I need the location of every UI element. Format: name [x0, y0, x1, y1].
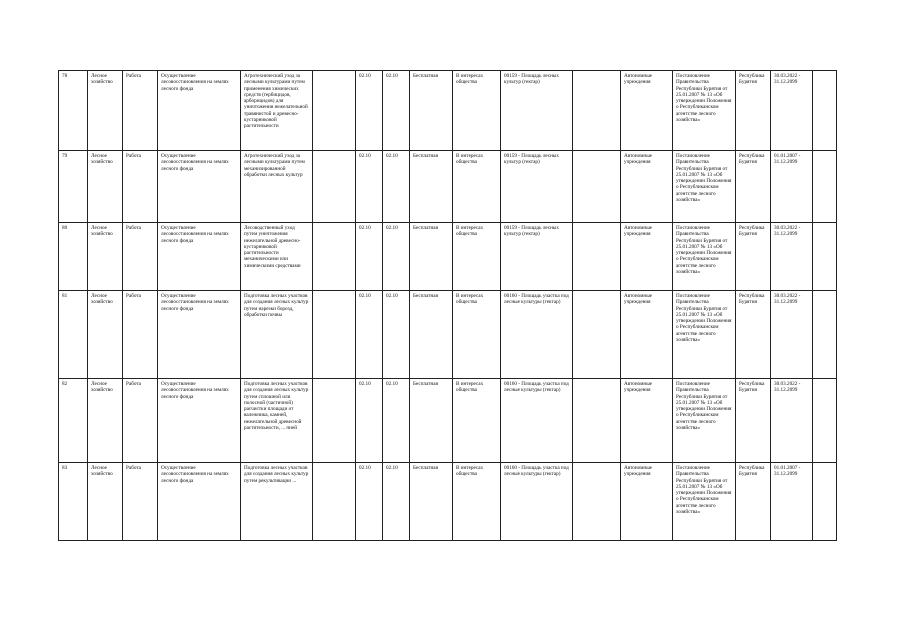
cell-empty [573, 151, 621, 223]
cell-activity: Осуществление лесовосстановления на землях лесного фонда [158, 291, 241, 379]
cell-kind: Работа [123, 463, 158, 541]
cell-number: 82 [59, 379, 88, 463]
cell-empty [813, 463, 837, 541]
cell-kind: Работа [123, 291, 158, 379]
cell-empty [313, 291, 356, 379]
cell-sphere: Лесное хозяйство [88, 151, 123, 223]
table-row [59, 71, 837, 151]
table-row [59, 151, 837, 223]
cell-region: Республика Бурятия [736, 151, 771, 223]
cell-activity: Осуществление лесовосстановления на землях лесного фонда [158, 223, 241, 291]
cell-content: Агротехнический уход за лесными культурами путем механизированной обработки лесных культур [241, 151, 313, 223]
cell-empty [813, 71, 837, 151]
cell-period: 01.01.2007 - 31.12.2099 [771, 463, 813, 541]
cell-empty [313, 463, 356, 541]
cell-empty [313, 223, 356, 291]
cell-kind: Работа [123, 151, 158, 223]
cell-activity: Осуществление лесовосстановления на землях лесного фонда [158, 151, 241, 223]
cell-recipient: В интересах общества [453, 223, 501, 291]
cell-provider: Автономные учреждения [621, 151, 673, 223]
cell-payment: Бесплатная [410, 463, 453, 541]
cell-sphere: Лесное хозяйство [88, 379, 123, 463]
cell-sphere: Лесное хозяйство [88, 71, 123, 151]
cell-region: Республика Бурятия [736, 223, 771, 291]
cell-region: Республика Бурятия [736, 291, 771, 379]
cell-empty [813, 291, 837, 379]
cell-volume: 00160 - Площадь участка под лесные культуры (гектар) [501, 463, 573, 541]
cell-region: Республика Бурятия [736, 463, 771, 541]
cell-sphere: Лесное хозяйство [88, 463, 123, 541]
cell-empty [573, 379, 621, 463]
cell-kind: Работа [123, 223, 158, 291]
cell-number: 78 [59, 71, 88, 151]
cell-empty [813, 223, 837, 291]
table-row [59, 291, 837, 379]
cell-activity: Осуществление лесовосстановления на землях лесного фонда [158, 71, 241, 151]
cell-provider: Автономные учреждения [621, 379, 673, 463]
cell-recipient: В интересах общества [453, 71, 501, 151]
cell-region: Республика Бурятия [736, 71, 771, 151]
cell-empty [813, 151, 837, 223]
cell-kind: Работа [123, 71, 158, 151]
cell-volume: 00159 - Площадь лесных культур (гектар) [501, 71, 573, 151]
cell-basis: Постановление Правительства Республики Бурятия от 25.01.2007 № 13 «Об утверждении Положения о Республиканском агентстве лесного хозяйства» [673, 291, 736, 379]
cell-code-1: 02.10 [356, 463, 383, 541]
cell-empty [573, 71, 621, 151]
cell-basis: Постановление Правительства Республики Бурятия от 25.01.2007 № 13 «Об утверждении Положения о Республиканском агентстве лесного хозяйства» [673, 151, 736, 223]
cell-code-2: 02.10 [383, 223, 410, 291]
cell-period: 30.03.2022 - 31.12.2099 [771, 71, 813, 151]
cell-kind: Работа [123, 379, 158, 463]
cell-payment: Бесплатная [410, 379, 453, 463]
cell-basis: Постановление Правительства Республики Бурятия от 25.01.2007 № 13 «Об утверждении Положения о Республиканском агентстве лесного хозяйства» [673, 223, 736, 291]
cell-provider: Автономные учреждения [621, 291, 673, 379]
cell-empty [813, 379, 837, 463]
cell-provider: Автономные учреждения [621, 71, 673, 151]
cell-activity: Осуществление лесовосстановления на землях лесного фонда [158, 379, 241, 463]
cell-region: Республика Бурятия [736, 379, 771, 463]
cell-volume: 00159 - Площадь лесных культур (гектар) [501, 151, 573, 223]
cell-number: 80 [59, 223, 88, 291]
cell-volume: 00160 - Площадь участка под лесные культуры (гектар) [501, 379, 573, 463]
cell-code-2: 02.10 [383, 463, 410, 541]
cell-empty [313, 71, 356, 151]
cell-code-1: 02.10 [356, 291, 383, 379]
cell-payment: Бесплатная [410, 291, 453, 379]
cell-provider: Автономные учреждения [621, 223, 673, 291]
cell-volume: 00159 - Площадь лесных культур (гектар) [501, 223, 573, 291]
registry-table [58, 70, 837, 541]
cell-activity: Осуществление лесовосстановления на землях лесного фонда [158, 463, 241, 541]
cell-code-2: 02.10 [383, 71, 410, 151]
cell-sphere: Лесное хозяйство [88, 223, 123, 291]
cell-content: Лесоводственный уход путем уничтожения нежелательной древесно-кустарниковой растительности механическими или химическими средствами [241, 223, 313, 291]
cell-code-1: 02.10 [356, 223, 383, 291]
cell-payment: Бесплатная [410, 223, 453, 291]
cell-period: 30.03.2022 - 31.12.2099 [771, 223, 813, 291]
cell-sphere: Лесное хозяйство [88, 291, 123, 379]
cell-recipient: В интересах общества [453, 151, 501, 223]
table-row [59, 379, 837, 463]
cell-content: Подготовка лесных участков для создания лесных культур путем рекультивации ... [241, 463, 313, 541]
cell-period: 30.03.2022 - 31.12.2099 [771, 379, 813, 463]
cell-empty [313, 379, 356, 463]
cell-empty [573, 291, 621, 379]
cell-code-2: 02.10 [383, 379, 410, 463]
cell-content: Подготовка лесных участков для создания лесных культур путем сплошной или полосной (частичной) расчистки площади от валежника, камней, нежелательной древесной растительности, ... пней [241, 379, 313, 463]
cell-recipient: В интересах общества [453, 291, 501, 379]
cell-code-2: 02.10 [383, 151, 410, 223]
cell-recipient: В интересах общества [453, 463, 501, 541]
cell-period: 01.01.2007 - 31.12.2099 [771, 151, 813, 223]
cell-basis: Постановление Правительства Республики Бурятия от 25.01.2007 № 13 «Об утверждении Положения о Республиканском агентстве лесного хозяйства» [673, 463, 736, 541]
cell-number: 79 [59, 151, 88, 223]
table-row [59, 223, 837, 291]
cell-basis: Постановление Правительства Республики Бурятия от 25.01.2007 № 13 «Об утверждении Положения о Республиканском агентстве лесного хозяйства» [673, 71, 736, 151]
cell-content: Агротехнический уход за лесными культурами путем применения химических средств (гербицидов, арборицидов) для уничтожения нежелательной травянистой и древесно-кустарниковой растительности [241, 71, 313, 151]
cell-payment: Бесплатная [410, 151, 453, 223]
cell-basis: Постановление Правительства Республики Бурятия от 25.01.2007 № 13 «Об утверждении Положения о Республиканском агентстве лесного хозяйства» [673, 379, 736, 463]
cell-number: 81 [59, 291, 88, 379]
cell-number: 83 [59, 463, 88, 541]
cell-recipient: В интересах общества [453, 379, 501, 463]
cell-code-1: 02.10 [356, 151, 383, 223]
cell-code-2: 02.10 [383, 291, 410, 379]
cell-empty [313, 151, 356, 223]
cell-provider: Автономные учреждения [621, 463, 673, 541]
cell-period: 30.03.2022 - 31.12.2099 [771, 291, 813, 379]
cell-code-1: 02.10 [356, 71, 383, 151]
cell-content: Подготовка лесных участков для создания лесных культур путем нарезки борозд, обработки почвы [241, 291, 313, 379]
cell-volume: 00160 - Площадь участка под лесные культуры (гектар) [501, 291, 573, 379]
cell-payment: Бесплатная [410, 71, 453, 151]
cell-empty [573, 463, 621, 541]
table-row [59, 463, 837, 541]
cell-empty [573, 223, 621, 291]
cell-code-1: 02.10 [356, 379, 383, 463]
